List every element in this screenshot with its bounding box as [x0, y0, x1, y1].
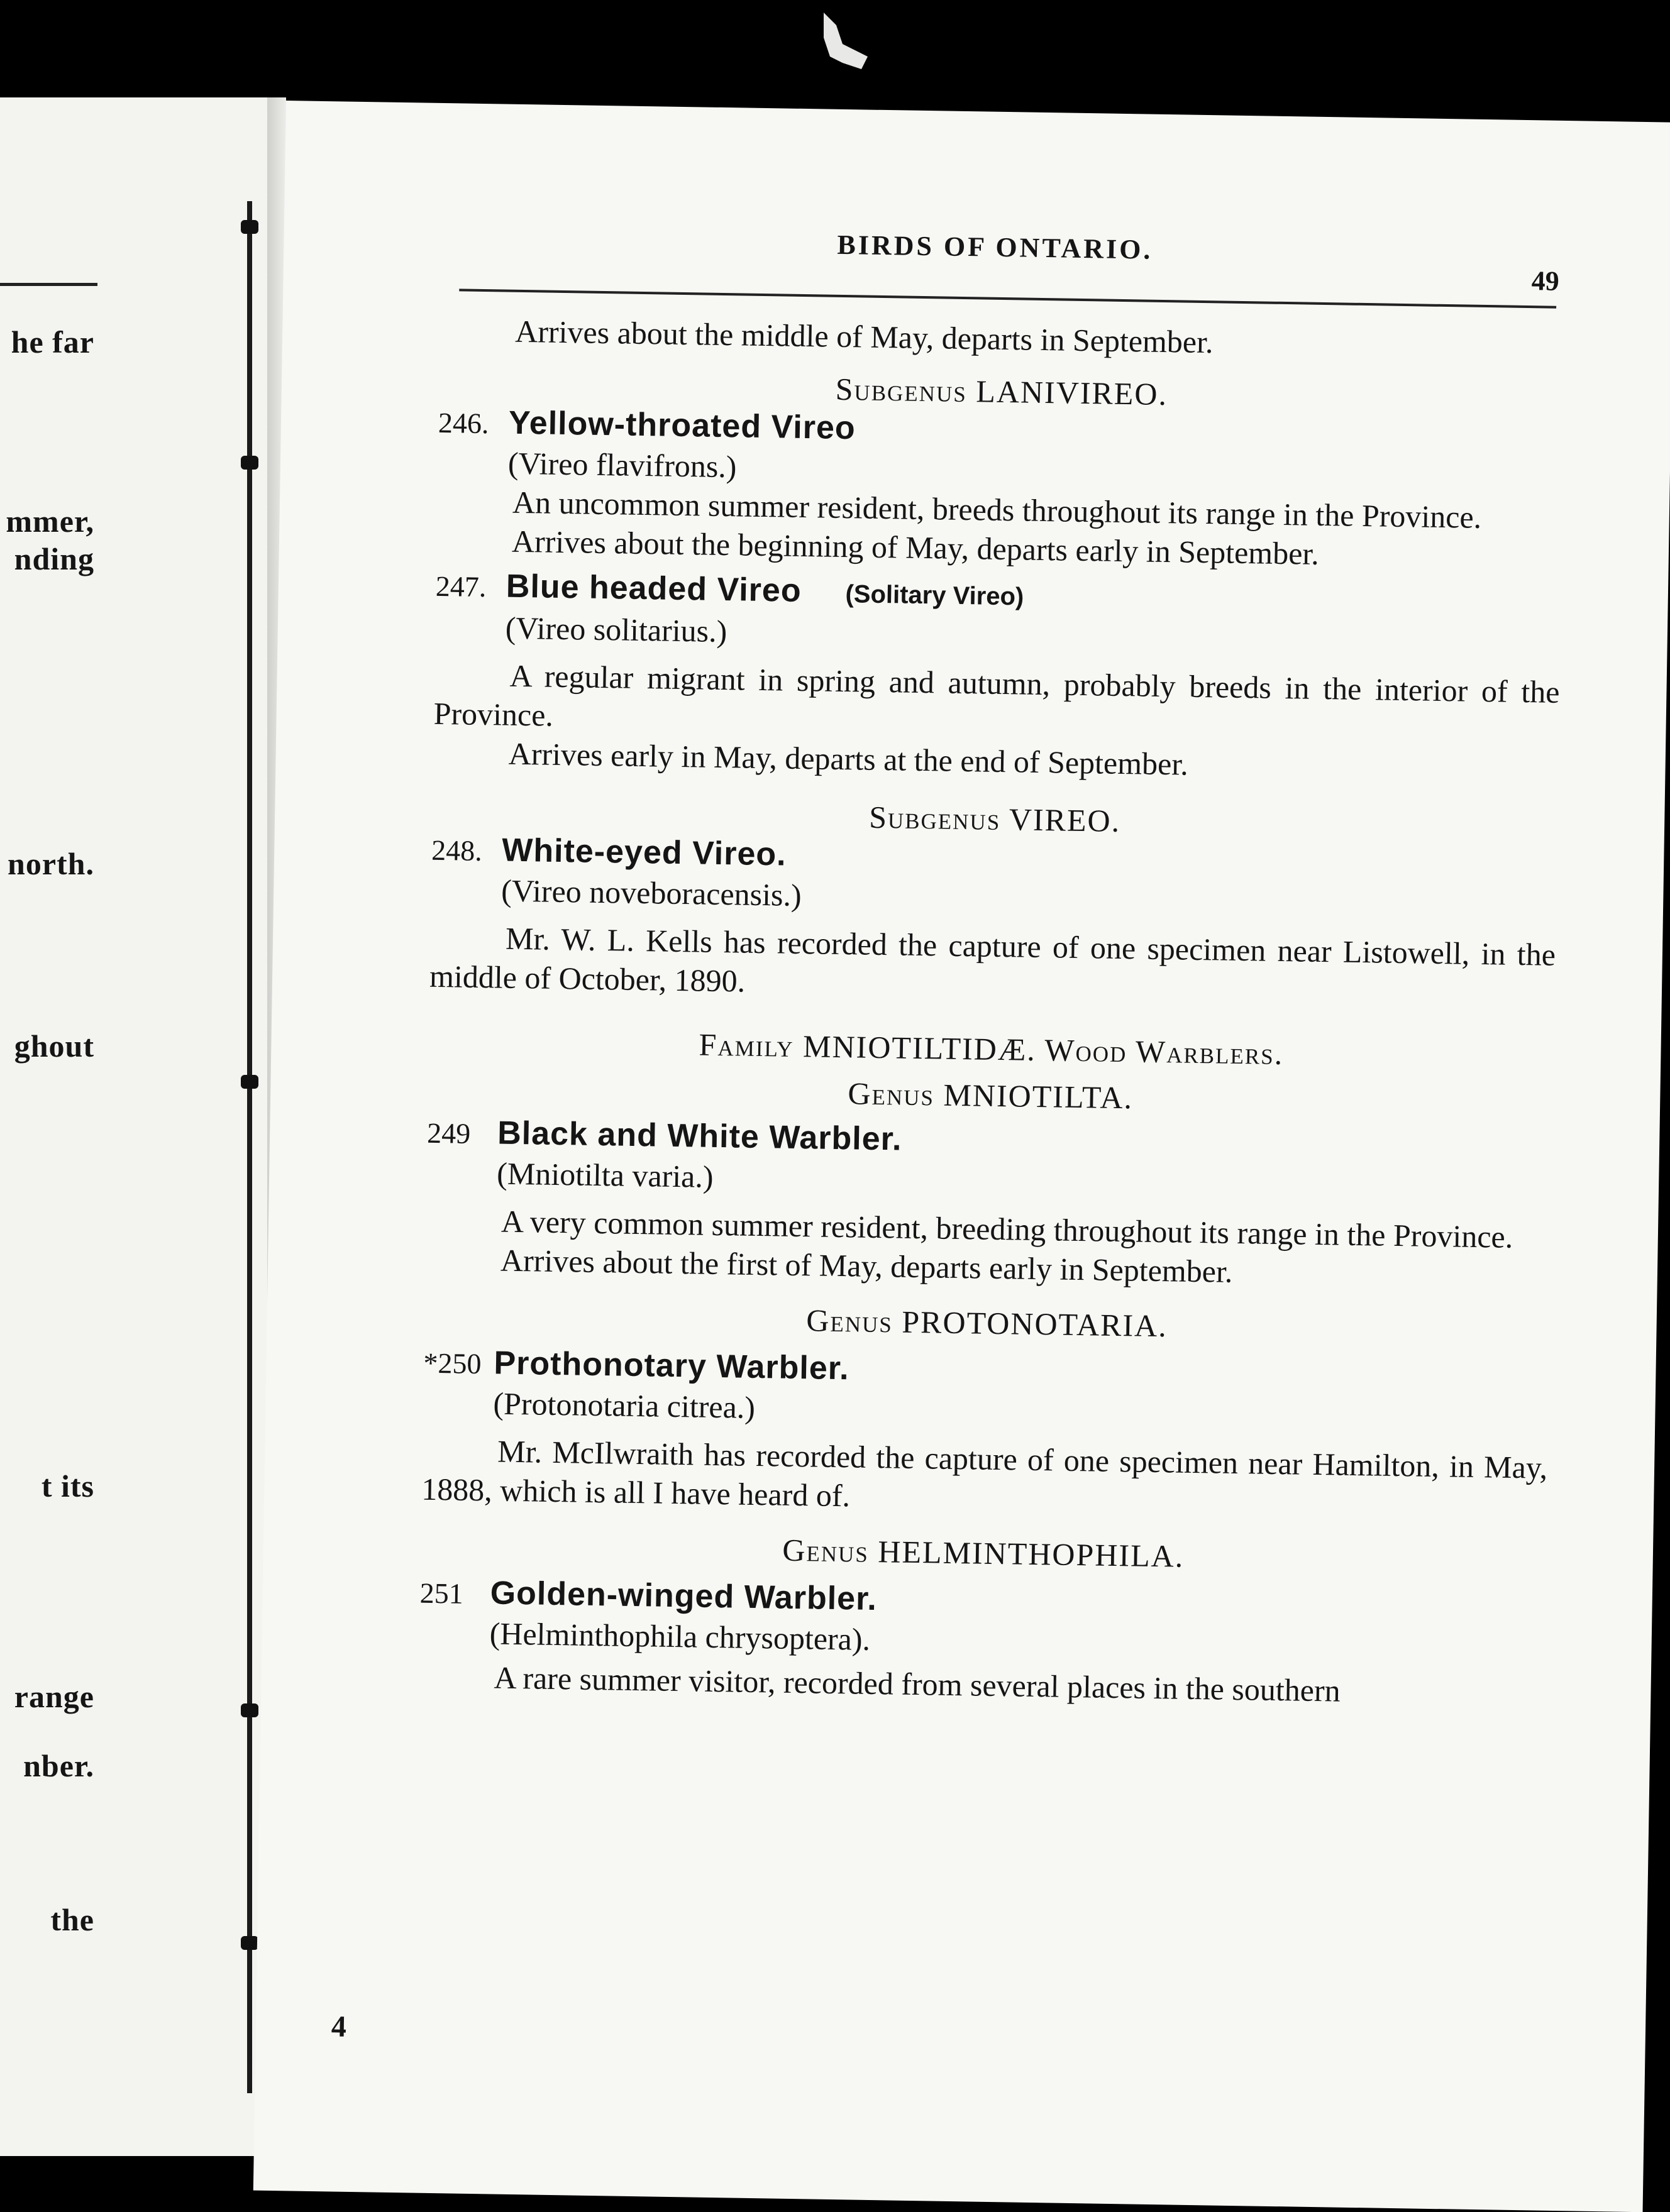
left-fragment-9: the: [50, 1902, 94, 1937]
page-text: [418, 311, 1565, 1714]
subgenus-heading: Subgenus VIREO.: [868, 799, 1121, 839]
species-name: Blue headed Vireo: [506, 568, 802, 609]
alternate-name: (Solitary Vireo): [845, 580, 1024, 611]
binding-stitch: [241, 456, 258, 470]
species-name: Prothonotary Warbler.: [494, 1345, 850, 1387]
subgenus-heading: Subgenus LANIVIREO.: [835, 371, 1168, 412]
species-paragraph: A very common summer resident, breeding throughout its range in the Province.: [500, 1203, 1513, 1255]
species-number: 246.: [438, 406, 489, 440]
header-rule: [459, 289, 1556, 308]
species-paragraph: A rare summer visitor, recorded from several places in the southern: [494, 1659, 1341, 1709]
latin-name: (Vireo noveboracensis.): [500, 872, 802, 913]
left-fragment-7: range: [14, 1679, 94, 1714]
species-name: Golden-winged Warbler.: [490, 1575, 878, 1618]
binding-stitch: [241, 1936, 258, 1950]
binding-stitch: [241, 1703, 258, 1717]
genus-heading: Genus MNIOTILTA.: [848, 1076, 1134, 1116]
book-page: [253, 101, 1670, 2212]
torn-paper-mark: [799, 0, 899, 82]
latin-name: (Vireo flavifrons.): [507, 445, 737, 485]
species-paragraph: Mr. McIlwraith has recorded the capture of one specimen near Hamilton, in May, 1888, which is all I have heard of.: [421, 1433, 1548, 1514]
intro-paragraph: Arrives about the middle of May, departs in September.: [514, 313, 1214, 360]
latin-name: (Mniotilta varia.): [496, 1155, 714, 1194]
signature-mark: 4: [331, 2010, 347, 2044]
left-fragment-5: ghout: [14, 1028, 94, 1064]
left-fragment-1: he far: [11, 324, 94, 360]
species-name: Yellow-throated Vireo: [508, 404, 856, 447]
genus-heading: Genus HELMINTHOPHILA.: [782, 1532, 1185, 1574]
left-page-rule: [0, 283, 97, 286]
binding-stitch: [241, 1075, 258, 1089]
species-number: 248.: [431, 834, 483, 867]
species-name: White-eyed Vireo.: [501, 832, 787, 873]
species-paragraph: A regular migrant in spring and autumn, probably breeds in the interior of the Province.: [433, 658, 1560, 733]
left-fragment-3: nding: [14, 541, 94, 576]
running-head: BIRDS OF ONTARIO.: [837, 229, 1153, 265]
left-fragment-4: north.: [8, 846, 94, 881]
latin-name: (Protonotaria citrea.): [493, 1385, 756, 1425]
species-paragraph: An uncommon summer resident, breeds throughout its range in the Province.: [512, 484, 1482, 535]
species-paragraph: Arrives early in May, departs at the end of September.: [508, 735, 1189, 782]
species-paragraph: Arrives about the beginning of May, departs early in September.: [511, 523, 1320, 571]
page-number: 49: [1531, 265, 1560, 297]
left-fragment-8: nber.: [23, 1748, 94, 1783]
species-name: Black and White Warbler.: [497, 1114, 902, 1158]
species-number: *250: [423, 1346, 482, 1380]
genus-heading: Genus PROTONOTARIA.: [805, 1302, 1168, 1344]
species-number: 247.: [435, 570, 487, 603]
left-fragment-2: mmer,: [6, 503, 94, 539]
binding-stitch: [241, 220, 258, 234]
binding-thread: [247, 201, 252, 2093]
species-paragraph: Arrives about the first of May, departs early in September.: [500, 1242, 1233, 1289]
species-number: 251: [419, 1576, 464, 1610]
latin-name: (Helminthophila chrysoptera).: [489, 1615, 871, 1657]
latin-name: (Vireo solitarius.): [505, 610, 727, 649]
left-fragment-6: t its: [41, 1468, 94, 1504]
species-paragraph: Mr. W. L. Kells has recorded the capture of one specimen near Listowell, in the middle of October, 1890.: [429, 920, 1556, 999]
species-number: 249: [426, 1116, 471, 1150]
family-heading: Family MNIOTILTIDÆ. Wood Warblers.: [699, 1026, 1284, 1072]
left-page-fragment: [0, 97, 267, 2156]
